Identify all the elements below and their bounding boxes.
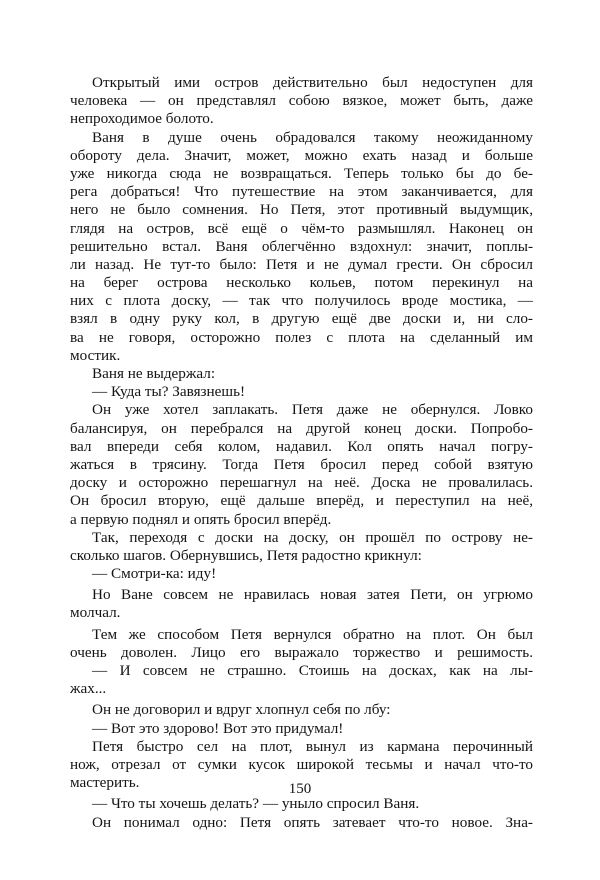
text-line: Так, переходя с доски на доску, он прошёл по острову не- <box>92 528 533 546</box>
text-line: балансируя, он перебрался на другой конец доски. Попробо- <box>70 419 533 437</box>
text-line: доску и осторожно перешагнул на неё. Доска не провалилась. <box>70 474 533 492</box>
text-line: человека — он представлял собою вязкое, может быть, даже <box>70 92 533 110</box>
text-line: рега добраться! Что путешествие на этом заканчивается, для <box>70 183 533 201</box>
text-line: Тем же способом Петя вернулся обратно на плот. Он был <box>92 625 533 643</box>
text-line: — Смотри-ка: иду! <box>92 565 217 583</box>
text-line: на берег острова несколько кольев, потом перекинул на <box>70 274 533 292</box>
text-line: Открытый ими остров действительно был недоступен для <box>92 74 533 91</box>
text-line: Он понимал одно: Петя опять затевает что-то новое. Зна- <box>92 813 533 831</box>
text-line: — Что ты хочешь делать? — уныло спросил Ваня. <box>92 795 420 813</box>
text-line: мостик. <box>70 346 121 364</box>
page-number: 150 <box>288 781 312 797</box>
body-text <box>70 74 533 832</box>
text-line: Но Ване совсем не нравилась новая затея Пети, он угрюмо <box>92 586 533 604</box>
text-line: решительно встал. Ваня облегчённо вздохнул: значит, поплы- <box>70 237 533 255</box>
text-line: Ваня в душе очень обрадовался такому неожиданному <box>92 128 533 146</box>
text-line: вал впереди себя колом, надавил. Кол опять начал погру- <box>70 437 533 455</box>
text-line: — И совсем не страшно. Стоишь на досках, как на лы- <box>92 662 533 679</box>
text-line: него не было сомнения. Но Петя, этот противный выдумщик, <box>70 201 533 219</box>
text-line: Он бросил вторую, ещё дальше вперёд, и переступил на неё, <box>70 492 533 510</box>
text-line: взял в одну руку кол, в другую ещё две доски и, ни сло- <box>70 310 533 328</box>
text-line: сколько шагов. Обернувшись, Петя радостно крикнул: <box>70 546 422 564</box>
text-line: очень доволен. Лицо его выражало торжество и решимость. <box>70 643 533 661</box>
text-line: нож, отрезал от сумки кусок широкой тесьмы и начал что-то <box>70 755 533 773</box>
text-line: них с плота доску, — так что получилось вроде мостика, — <box>70 292 533 310</box>
text-line: ли назад. Не тут-то было: Петя и не думал грести. Он сбросил <box>70 255 533 273</box>
text-line: а первую поднял и опять бросил вперёд. <box>70 510 332 528</box>
text-line: Петя быстро сел на плот, вынул из кармана перочинный <box>92 737 533 755</box>
text-line: Он уже хотел заплакать. Петя даже не обернулся. Ловко <box>92 401 533 419</box>
text-line: непроходимое болото. <box>70 110 214 128</box>
text-line: молчал. <box>70 604 121 622</box>
text-line: — Вот это здорово! Вот это придумал! <box>92 719 344 737</box>
text-line: обороту дела. Значит, может, можно ехать назад и больше <box>70 146 533 164</box>
text-line: жаться в трясину. Тогда Петя бросил перед собой взятую <box>70 455 533 473</box>
text-line: ва не говоря, осторожно полез с плота на сделанный им <box>70 328 533 346</box>
text-line: уже никогда сюда не возвращаться. Теперь только бы до бе- <box>70 164 533 182</box>
text-line: — Куда ты? Завязнешь! <box>92 383 246 401</box>
text-line: жах... <box>70 680 107 698</box>
text-line: Он не договорил и вдруг хлопнул себя по лбу: <box>92 701 391 719</box>
text-line: мастерить. <box>70 774 140 792</box>
text-line: глядя на остров, всё ещё о чём-то размышлял. Наконец он <box>70 219 533 237</box>
text-line: Ваня не выдержал: <box>92 365 216 382</box>
